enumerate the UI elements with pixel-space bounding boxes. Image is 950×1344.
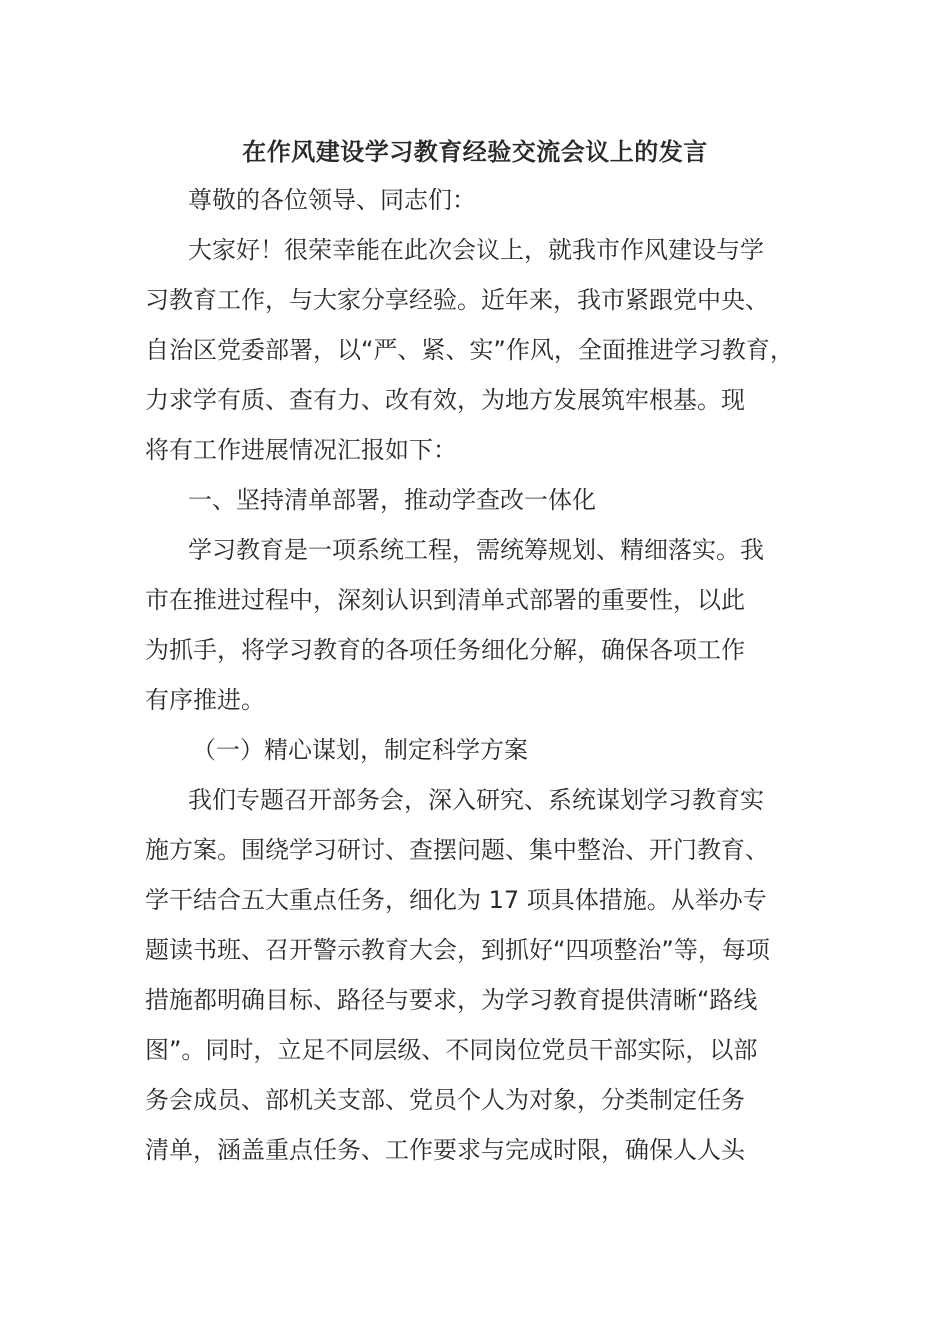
- subsection-heading-1: （一）精心谋划，制定科学方案: [192, 736, 528, 764]
- paragraph-line: 大家好！很荣幸能在此次会议上，就我市作风建设与学: [188, 236, 764, 264]
- paragraph-line: 力求学有质、查有力、改有效，为地方发展筑牢根基。现: [145, 386, 745, 414]
- paragraph-line: 措施都明确目标、路径与要求，为学习教育提供清晰“路线: [145, 986, 758, 1014]
- paragraph-line: 市在推进过程中，深刻认识到清单式部署的重要性，以此: [145, 586, 745, 614]
- paragraph-line: 有序推进。: [145, 686, 265, 714]
- paragraph-line: 图”。同时，立足不同层级、不同岗位党员干部实际，以部: [145, 1036, 758, 1064]
- paragraph-line: 题读书班、召开警示教育大会，到抓好“四项整治”等，每项: [145, 936, 770, 964]
- paragraph-line: 学习教育是一项系统工程，需统筹规划、精细落实。我: [188, 536, 764, 564]
- paragraph-line: 务会成员、部机关支部、党员个人为对象，分类制定任务: [145, 1086, 745, 1114]
- document-title: 在作风建设学习教育经验交流会议上的发言: [242, 138, 708, 166]
- paragraph-line: 我们专题召开部务会，深入研究、系统谋划学习教育实: [188, 786, 764, 814]
- section-heading-1: 一、坚持清单部署，推动学查改一体化: [188, 486, 596, 514]
- paragraph-line: 将有工作进展情况汇报如下：: [145, 436, 457, 464]
- salutation: 尊敬的各位领导、同志们：: [188, 186, 476, 214]
- paragraph-line: 自治区党委部署，以“严、紧、实”作风，全面推进学习教育，: [145, 336, 794, 364]
- paragraph-line: 施方案。围绕学习研讨、查摆问题、集中整治、开门教育、: [145, 836, 769, 864]
- paragraph-line: 为抓手，将学习教育的各项任务细化分解，确保各项工作: [145, 636, 745, 664]
- paragraph-line: 学干结合五大重点任务，细化为 17 项具体措施。从举办专: [145, 886, 767, 914]
- paragraph-line: 清单，涵盖重点任务、工作要求与完成时限，确保人人头: [145, 1136, 745, 1164]
- paragraph-line: 习教育工作，与大家分享经验。近年来，我市紧跟党中央、: [145, 286, 769, 314]
